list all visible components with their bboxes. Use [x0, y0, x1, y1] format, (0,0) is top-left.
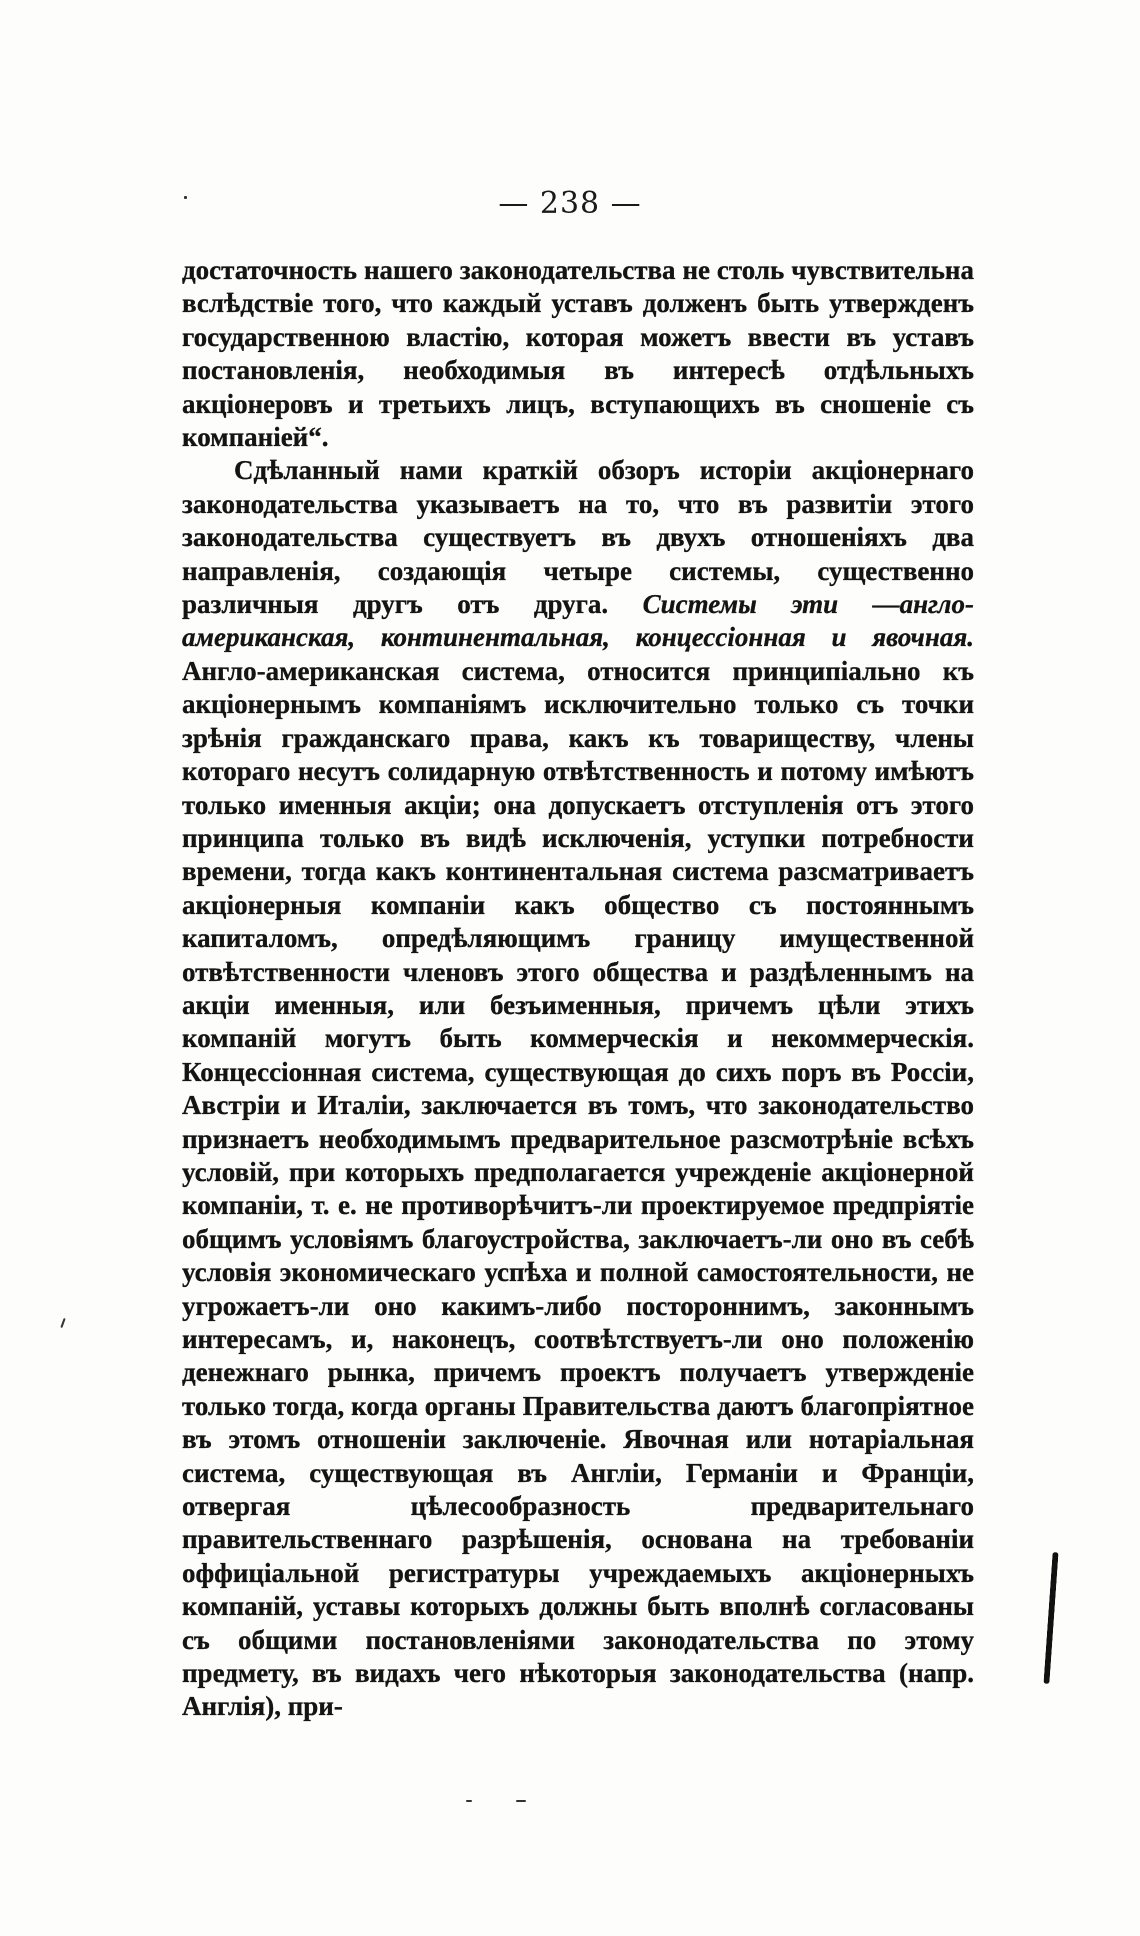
margin-ink-mark	[1043, 1552, 1058, 1684]
paragraph-continuation: достаточность нашего законодательства не столь чувствительна вслѣдствіе того, что каждый уставъ долженъ быть утвержденъ государственною властію, которая можетъ ввести въ уставъ постановленія, необходимыя въ интересѣ отдѣльныхъ акціонеровъ и третьихъ лицъ, вступающихъ въ сношеніе съ компаніей“.	[182, 255, 974, 453]
paragraph-main-start: Сдѣланный нами краткій обзоръ исторіи акціонернаго законодательства указываетъ на то, что въ развитіи этого законодательства существуетъ въ двухъ отношеніяхъ два направленія, создающія четыре системы, существенно различныя другъ отъ друга.	[182, 455, 974, 620]
scan-speck	[184, 196, 187, 199]
body-text	[182, 254, 974, 1724]
paragraph-main-rest: Англо-американская система, относится принципіально къ акціонернымъ компаніямъ исключительно только съ точки зрѣнія гражданскаго права, какъ къ товариществу, члены котораго несутъ солидарную отвѣтственность и потому имѣютъ только именныя акціи; она допускаетъ отступленія отъ этого принципа только въ видѣ исключенія, уступки потребности времени, тогда какъ континентальная система разсматриваетъ акціонерныя компаніи какъ общество съ постояннымъ капиталомъ, опредѣляющимъ границу имущественной отвѣтственности членовъ этого общества и раздѣленнымъ на акціи именныя, или безъименныя, причемъ цѣли этихъ компаній могутъ быть коммерческія и некоммерческія. Концессіонная система, существующая до сихъ поръ въ Россіи, Австріи и Италіи, заключается въ томъ, что законодательство признаетъ необходимымъ предварительное разсмотрѣніе всѣхъ условій, при которыхъ предполагается учрежденіе акціонерной компаніи, т. е. не противорѣчитъ-ли проектируемое предпріятіе общимъ условіямъ благоустройства, заключаетъ-ли оно въ себѣ условія экономическаго успѣха и полной самостоятельности, не угрожаетъ-ли оно какимъ-либо постороннимъ, законнымъ интересамъ, и, наконецъ, соотвѣтствуетъ-ли оно положенію денежнаго рынка, причемъ проектъ получаетъ утвержденіе только тогда, когда органы Правительства даютъ благопріятное въ этомъ отношеніи заключеніе. Явочная или нотаріальная система, существующая въ Англіи, Германіи и Франціи, отвергая цѣлесообразность предварительнаго правительственнаго разрѣшенія, основана на требованіи оффиціальной регистратуры учреждаемыхъ акціонерныхъ компаній, уставы которыхъ должны быть вполнѣ согласованы съ общими постановленіями законодательства по этому предмету, въ видахъ чего нѣкоторыя законодательства (напр. Англія), при-	[182, 655, 974, 1722]
scan-speck	[60, 1318, 65, 1328]
paragraph-main	[182, 454, 974, 1723]
scan-speck	[516, 1800, 526, 1802]
scan-speck	[466, 1800, 472, 1802]
page-number: — 238 —	[498, 186, 642, 221]
systems-italic: Системы эти —англо-американская, континентальная, концессіонная и явочная.	[182, 589, 975, 653]
